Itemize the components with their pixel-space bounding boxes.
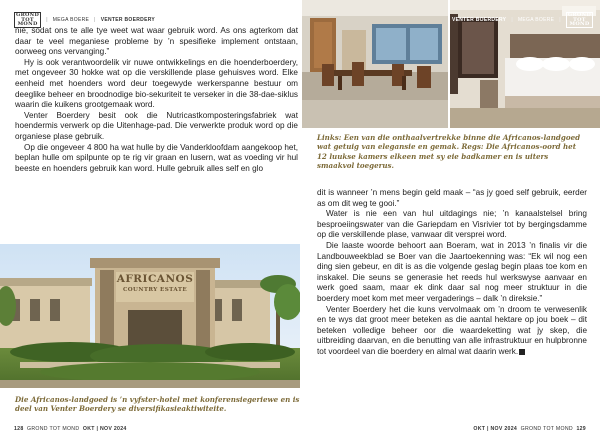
footer-issue: OKT | NOV 2024 xyxy=(82,426,127,432)
paragraph: Hy is ook verantwoordelik vir nuwe ontwikkelings en die hoenderboerdery, met ongeveer 30 hokke wat op die verskillende plase gehuisves word. Elke eenheid met hoenders word deur toegewyde werkerspanne bestuur om deeglike beheer en broodnodige bio-sekuriteit te verseker in die 38-dae-siklus waarin die kuikens grootgemaak word. xyxy=(15,57,298,110)
hotel-entrance-illustration xyxy=(0,244,300,388)
lounge-photo xyxy=(302,0,448,128)
interior-photos-caption: Links: Een van die onthaalvertrekke binne die Africanos-landgoed wat getuig van elegansie en gemak. Regs: Die Africanos-oord het 12 luukse kamers elkeen met sy eie badkamer en is uiters smaakvol toegerus. xyxy=(317,133,581,171)
lounge-illustration xyxy=(302,0,448,128)
paragraph: Venter Boerdery besit ook die Nutricastkomposteringsfabriek wat hoendermis verwerk op die Uitenhage-pad. Die verwerkte produk word op die organiese plase gebruik. xyxy=(15,110,298,141)
paragraph: Op die ongeveer 4 800 ha wat hulle by die Vanderkloofdam aangekoop het, beplan hulle om spilpunte op te rig vir graan en lusern, wat as voeding vir hul beeste en hoenders gebruik kan word. Hulle gebruik alles self en glo xyxy=(15,142,298,173)
article-end-mark xyxy=(519,349,525,355)
magazine-logo: GROND TOT MOND xyxy=(567,12,592,27)
paragraph: nie, sodat ons te alle tye weet wat waar gebruik word. As ons agterkom dat daar te veel meganiese probleme by ’n spesifieke implement ontstaan, oorweeg ons vervanging.” xyxy=(15,26,298,57)
header-divider: | xyxy=(511,16,513,23)
hotel-photo-caption: Die Africanos-landgoed is ’n vyfster-hotel met konferensiegeriewe en is deel van Venter Boerdery se diversifikasieaktiwiteite. xyxy=(15,395,300,414)
header-divider: | xyxy=(46,16,48,23)
footer-right xyxy=(473,426,586,432)
footer-publication: GROND TOT MOND xyxy=(520,426,573,432)
hotel-sign-subtitle: COUNTRY ESTATE xyxy=(122,287,188,293)
paragraph: dit is wanneer ’n mens begin geld maak – “as jy goed self gebruik, eerder as om dit weg te gooi.” xyxy=(317,188,587,208)
header-section: MEGA BOERE xyxy=(52,16,90,23)
paragraph: Die laaste woorde behoort aan Boeram, wat in 2013 ’n finalis vir die Landbouweekblad se Boer van die Jaartoekenning was: “Ek wil nog een ding sien gebeur, en dit is as die volgende geslag begin plaas toe kom en inskakel. Die seuns se generasie het reeds hul werkswyse aanvaar en werk goed saam, maar ek dink daar sal nog meer struktuur in die boerdery moet kom met meer vergaderings – dalk ’n direksie.” xyxy=(317,240,587,303)
header-section: MEGA BOERE xyxy=(517,16,555,23)
closing-paragraph-text: Venter Boerdery het die kuns vervolmaak om ’n droom te verwesenlik en te wys dat groot meer beteken as die aantal hektare op jou boek – dit beteken volledige beheer oor die waardeketting wat jy skep, die uitbreiding daarvan, en die benutting van alle infrastruktuur en hulpbronne tot voordeel van die boerdery en almal wat daarin werk. xyxy=(317,304,587,356)
paragraph: Water is nie een van hul uitdagings nie; ’n kanaalstelsel bring besproeiingswater van die Gariepdam en Visrivier tot by bergingsdamme op die verskillende plase, vanwaar dit versprei word. xyxy=(317,209,587,240)
magazine-logo: GROND TOT MOND xyxy=(16,12,40,27)
right-article-column xyxy=(317,188,587,358)
footer-left xyxy=(14,426,127,432)
header-subsection: VENTER BOERDERY xyxy=(452,16,507,23)
header-divider: | xyxy=(559,16,561,23)
hotel-sign xyxy=(116,273,194,294)
header-divider: | xyxy=(94,16,96,23)
hotel-entrance-photo xyxy=(0,244,300,388)
left-article-column xyxy=(15,26,298,174)
header-subsection: VENTER BOERDERY xyxy=(100,16,156,23)
header-right xyxy=(452,12,593,28)
footer-issue: OKT | NOV 2024 xyxy=(473,426,518,432)
page-number: 129 xyxy=(576,426,586,432)
hotel-sign-name: AFRICANOS xyxy=(116,273,194,285)
paragraph xyxy=(317,305,587,358)
footer-publication: GROND TOT MOND xyxy=(27,426,80,432)
page-number: 128 xyxy=(14,426,24,432)
